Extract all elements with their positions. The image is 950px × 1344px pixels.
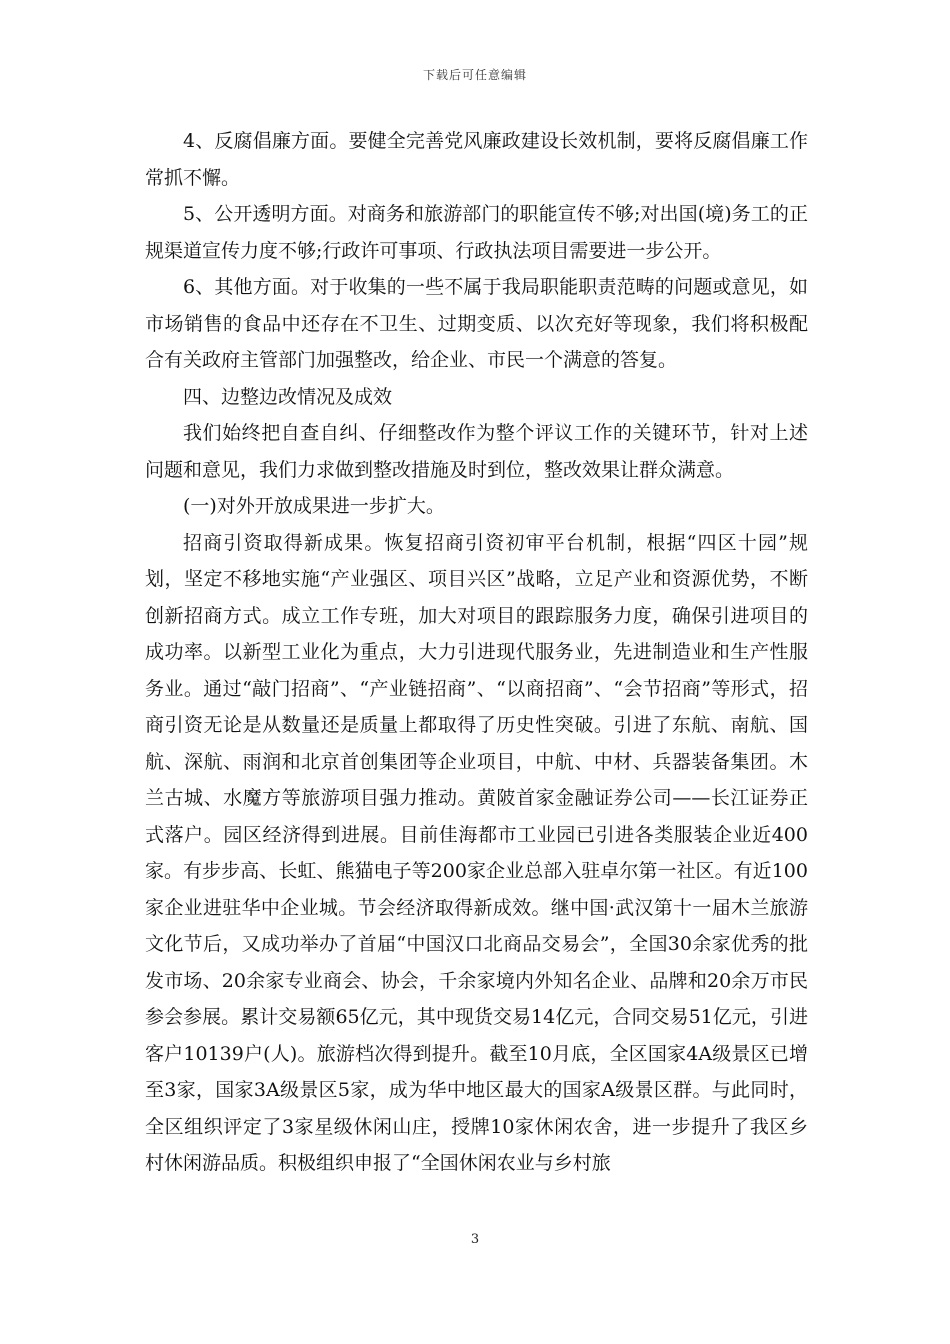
- subsection-heading-opening-up: (一)对外开放成果进一步扩大。: [183, 495, 445, 517]
- document-body: [145, 123, 808, 1182]
- paragraph-other-aspects: 6、其他方面。对于收集的一些不属于我局职能职责范畴的问题或意见，如市场销售的食品中还存在不卫生、过期变质、以次充好等现象，我们将积极配合有关政府主管部门加强整改，给企业、市民一个满意的答复。: [145, 276, 808, 371]
- paragraph-transparency: 5、公开透明方面。对商务和旅游部门的职能宣传不够;对出国(境)务工的正规渠道宣传力度不够;行政许可事项、行政执法项目需要进一步公开。: [145, 203, 808, 262]
- paragraph-anti-corruption: 4、反腐倡廉方面。要健全完善党风廉政建设长效机制，要将反腐倡廉工作常抓不懈。: [145, 130, 808, 189]
- page-number: 3: [470, 1232, 480, 1247]
- section-heading-rectification: 四、边整边改情况及成效: [183, 385, 393, 408]
- paragraph-rectification-intro: 我们始终把自查自纠、仔细整改作为整个评议工作的关键环节，针对上述问题和意见，我们力求做到整改措施及时到位，整改效果让群众满意。: [145, 422, 808, 481]
- paragraph-investment-results: 招商引资取得新成果。恢复招商引资初审平台机制，根据“四区十园”规划，坚定不移地实施“产业强区、项目兴区”战略，立足产业和资源优势，不断创新招商方式。成立工作专班，加大对项目的跟踪服务力度，确保引进项目的成功率。以新型工业化为重点，大力引进现代服务业，先进制造业和生产性服务业。通过“敲门招商”、“产业链招商”、“以商招商”、“会节招商”等形式，招商引资无论是从数量还是质量上都取得了历史性突破。引进了东航、南航、国航、深航、雨润和北京首创集团等企业项目，中航、中材、兵器装备集团。木兰古城、水魔方等旅游项目强力推动。黄陂首家金融证券公司——长江证券正式落户。园区经济得到进展。目前佳海都市工业园已引进各类服装企业近400家。有步步高、长虹、熊猫电子等200家企业总部入驻卓尔第一社区。有近100家企业进驻华中企业城。节会经济取得新成效。继中国·武汉第十一届木兰旅游文化节后，又成功举办了首届“中国汉口北商品交易会”，全国30余家优秀的批发市场、20余家专业商会、协会，千余家境内外知名企业、品牌和20余万市民参会参展。累计交易额65亿元，其中现货交易14亿元，合同交易51亿元，引进客户10139户(人)。旅游档次得到提升。截至10月底，全区国家4A级景区已增至3家，国家3A级景区5家，成为华中地区最大的国家A级景区群。与此同时，全区组织评定了3家星级休闲山庄，授牌10家休闲农舍，进一步提升了我区乡村休闲游品质。积极组织申报了“全国休闲农业与乡村旅: [145, 531, 808, 1174]
- page-header: 下载后可任意编辑: [422, 68, 527, 82]
